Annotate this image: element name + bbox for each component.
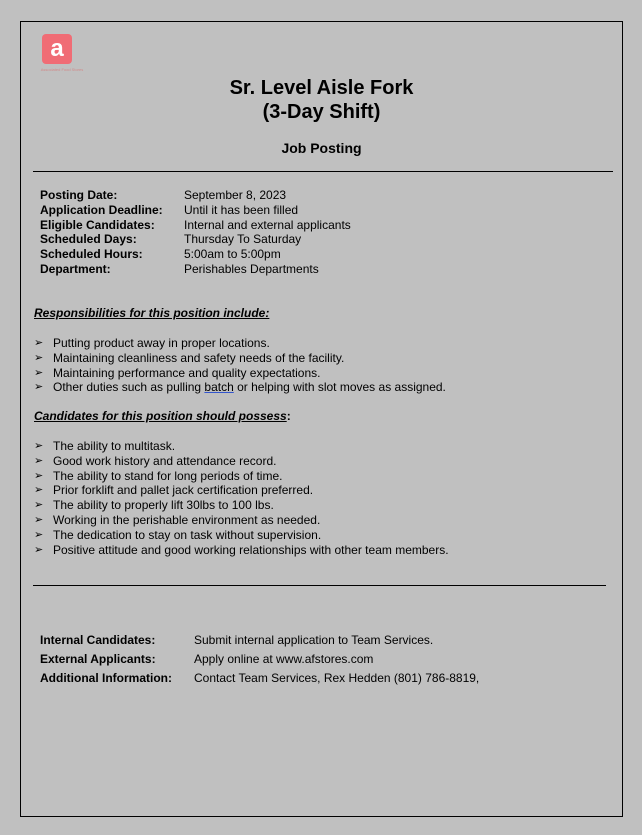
detail-row	[40, 232, 351, 247]
responsibilities-list	[34, 336, 446, 395]
detail-value: 5:00am to 5:00pm	[184, 247, 281, 262]
detail-label: Scheduled Hours:	[40, 247, 143, 262]
job-title-line2: (3-Day Shift)	[262, 101, 381, 123]
list-item-text: Maintaining cleanliness and safety needs of the facility.	[53, 350, 345, 365]
contact-row	[40, 650, 479, 669]
list-item	[34, 351, 446, 366]
detail-row	[40, 188, 351, 203]
logo-caption: Associated Food Stores	[40, 67, 84, 72]
contact-value: Submit internal application to Team Services.	[194, 633, 434, 647]
list-item-text: The ability to multitask.	[53, 439, 176, 453]
contact-label: Additional Information:	[40, 671, 172, 685]
list-item-text: Maintaining performance and quality expectations.	[53, 365, 321, 380]
bullet-arrow-icon: ➢	[34, 337, 44, 349]
contact-row	[40, 631, 479, 650]
detail-value: Thursday To Saturday	[184, 232, 302, 247]
contact-label: External Applicants:	[40, 652, 156, 666]
list-item	[34, 469, 449, 484]
detail-value: Internal and external applicants	[184, 217, 351, 232]
requirements-heading-colon: :	[286, 409, 291, 423]
list-item-text: Prior forklift and pallet jack certification preferred.	[53, 483, 314, 498]
list-item-text: The ability to properly lift 30lbs to 100 lbs.	[53, 498, 274, 513]
bullet-arrow-icon: ➢	[34, 528, 44, 541]
requirements-heading	[34, 409, 291, 423]
posting-details	[40, 188, 351, 277]
company-logo	[35, 34, 89, 74]
bullet-arrow-icon: ➢	[34, 440, 44, 452]
divider-bottom	[33, 585, 606, 586]
bullet-arrow-icon: ➢	[34, 366, 44, 379]
list-item-text	[53, 380, 446, 395]
contact-value: Apply online at www.afstores.com	[194, 652, 374, 666]
detail-label: Department:	[40, 261, 111, 276]
bullet-arrow-icon: ➢	[34, 381, 44, 394]
list-item	[34, 543, 449, 558]
bullet-arrow-icon: ➢	[34, 513, 44, 526]
detail-label: Posting Date:	[40, 188, 118, 202]
list-item	[34, 380, 446, 395]
job-title	[21, 76, 622, 124]
bullet-arrow-icon: ➢	[34, 484, 44, 497]
list-item	[34, 439, 449, 454]
contact-value: Contact Team Services, Rex Hedden (801) 786-8819,	[194, 671, 480, 685]
divider-top	[33, 171, 613, 172]
bullet-arrow-icon: ➢	[34, 469, 44, 482]
posting-subtitle: Job Posting	[281, 140, 362, 156]
detail-value: Perishables Departments	[184, 261, 319, 276]
list-item	[34, 513, 449, 528]
contact-info	[40, 631, 479, 688]
list-item	[34, 528, 449, 543]
responsibilities-heading: Responsibilities for this position include:	[34, 306, 270, 320]
list-item-text: Good work history and attendance record.	[53, 453, 277, 468]
detail-value: Until it has been filled	[184, 202, 299, 217]
bullet-arrow-icon: ➢	[34, 351, 44, 364]
list-item	[34, 483, 449, 498]
detail-row	[40, 247, 351, 262]
detail-label: Scheduled Days:	[40, 232, 137, 247]
list-item	[34, 498, 449, 513]
detail-row	[40, 218, 351, 233]
list-item	[34, 336, 446, 351]
text-fragment: Other duties such as pulling	[53, 380, 205, 395]
detail-value: September 8, 2023	[184, 188, 287, 202]
detail-label: Eligible Candidates:	[40, 217, 155, 232]
job-title-line1: Sr. Level Aisle Fork	[229, 77, 414, 99]
contact-label: Internal Candidates:	[40, 633, 156, 647]
bullet-arrow-icon: ➢	[34, 499, 44, 512]
list-item-text: The ability to stand for long periods of time.	[53, 468, 283, 483]
list-item-text: Working in the perishable environment as needed.	[53, 512, 321, 527]
requirements-heading-text: Candidates for this position should possess	[34, 409, 287, 423]
contact-row	[40, 669, 479, 688]
list-item-text: The dedication to stay on task without supervision.	[53, 527, 322, 542]
list-item-text: Putting product away in proper locations.	[53, 336, 270, 350]
text-fragment: or helping with slot moves as assigned.	[233, 380, 446, 395]
detail-row	[40, 203, 351, 218]
bullet-arrow-icon: ➢	[34, 543, 44, 556]
list-item-text: Positive attitude and good working relationships with other team members.	[53, 542, 449, 557]
requirements-list	[34, 439, 449, 557]
flagged-word: batch	[204, 380, 234, 395]
detail-row	[40, 262, 351, 277]
bullet-arrow-icon: ➢	[34, 454, 44, 467]
document-page	[20, 21, 623, 817]
list-item	[34, 454, 449, 469]
detail-label: Application Deadline:	[40, 202, 163, 217]
logo-mark: a	[42, 34, 72, 64]
list-item	[34, 366, 446, 381]
